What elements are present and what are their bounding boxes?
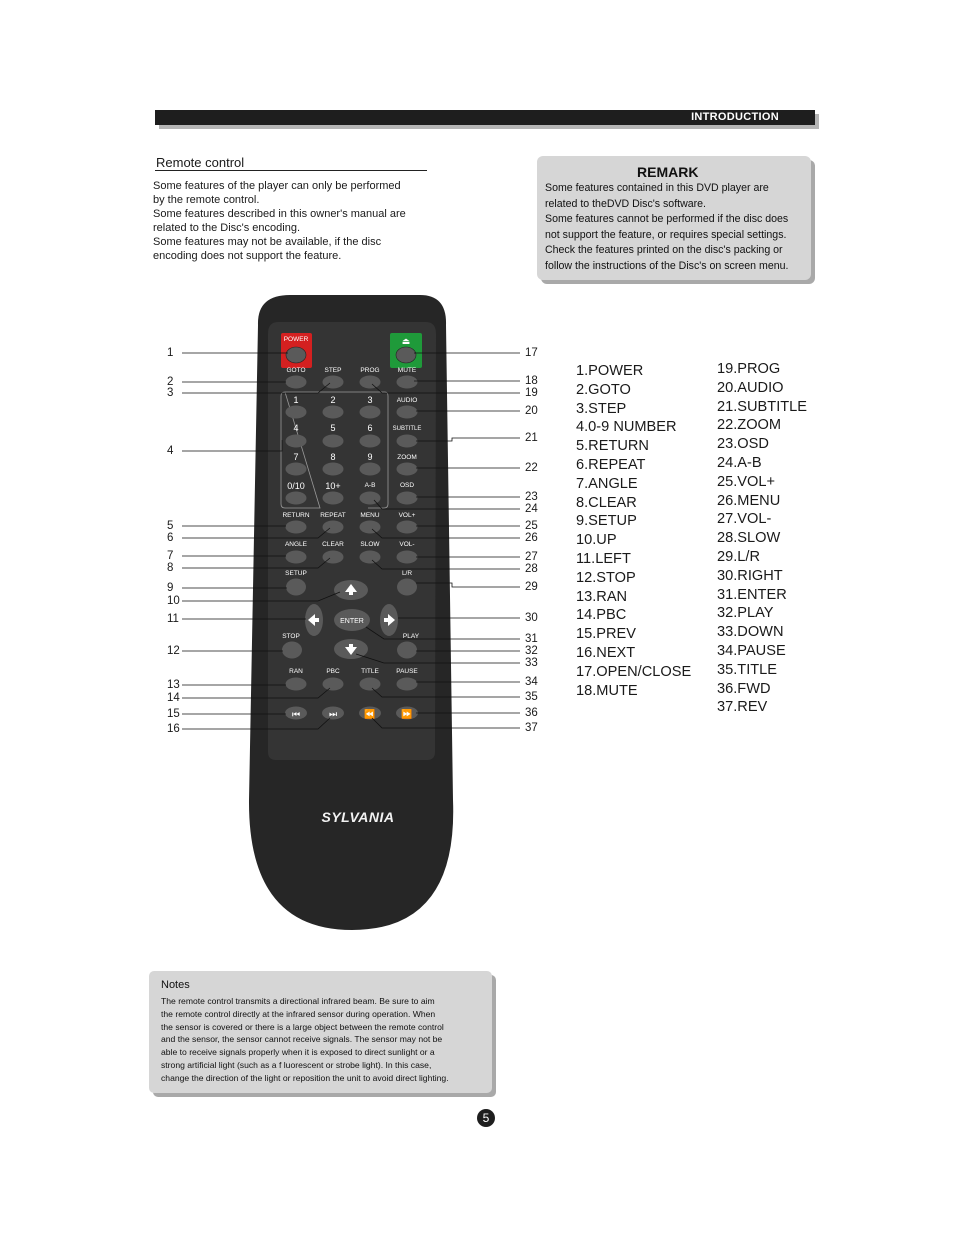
callout-number: 26 [525,532,538,544]
intro-line: Some features described in this owner's manual are [153,208,406,220]
pbc-button [323,678,344,691]
callout-number: 36 [525,707,538,719]
legend-item: 22.ZOOM [717,417,782,434]
rev-icon: ⏪ [364,709,376,719]
remark-line: not support the feature, or requires special settings. [545,228,787,241]
legend-item: 5.RETURN [576,438,649,455]
notes-box [149,971,492,1093]
remark-line: Some features cannot be performed if the disc does [545,213,789,225]
callout-number: 9 [167,582,174,594]
section-title: Remote control [156,155,245,170]
notes-line: change the direction of the light or reposition the unit to avoid direct lighting. [161,1072,449,1083]
return-label: RETURN [282,512,310,519]
notes-line: the sensor is covered or there is a large object between the remote control [161,1021,444,1032]
legend-left [576,362,691,700]
callout-number: 24 [525,503,538,515]
brand-logo: SYLVANIA [321,809,395,825]
num10plus-label: 10+ [325,481,341,491]
intro-line: related to the Disc's encoding. [153,222,301,234]
legend-item: 31.ENTER [717,586,787,603]
legend-item: 7.ANGLE [576,475,638,492]
angle-label: ANGLE [284,541,308,548]
legend-item: 2.GOTO [576,381,631,398]
callout-number: 29 [525,581,538,593]
slow-label: SLOW [360,541,380,548]
lr-label: L/R [401,570,413,577]
lr-button [397,579,417,596]
callout-number: 5 [167,520,174,532]
stop-button [282,642,302,659]
legend-item: 24.A-B [717,454,762,471]
notes-title: Notes [161,979,190,991]
callout-number: 27 [525,551,538,563]
fwd-icon: ⏩ [401,709,413,719]
volup-label: VOL+ [398,512,416,519]
num7-button [286,463,307,476]
legend-item: 20.AUDIO [717,379,784,396]
num7-label: 7 [293,452,299,462]
legend-item: 21.SUBTITLE [717,398,808,415]
callout-number: 10 [167,595,180,607]
legend-item: 13.RAN [576,588,628,605]
callout-number: 32 [525,645,538,657]
menu-label: MENU [360,512,380,519]
slow-button [360,551,381,564]
volup-button [397,521,418,534]
callout-number: 35 [525,691,538,703]
num4-label: 4 [293,423,299,433]
callout-number: 19 [525,387,538,399]
prog-button [360,376,381,389]
num4-button [286,435,307,448]
remark-line: Check the features printed on the disc's packing or [545,244,783,256]
next-icon: ⏭ [328,709,338,719]
num3-button [360,406,381,419]
legend-item: 23.OSD [717,436,769,453]
callout-number: 7 [167,550,174,562]
setup-button [286,579,306,596]
angle-button [286,551,307,564]
legend-item: 1.POWER [576,363,644,379]
callout-number: 3 [167,387,174,399]
callout-number: 16 [167,723,180,735]
setup-label: SETUP [285,570,307,577]
callout-number: 17 [525,347,538,359]
prev-icon: ⏮ [291,709,301,719]
ran-button [286,678,307,691]
zoom-label: ZOOM [397,454,417,461]
step-label: STEP [324,367,342,374]
intro-line: Some features may not be available, if the disc [153,236,382,248]
num3-label: 3 [367,395,373,405]
legend-item: 28.SLOW [717,530,781,547]
goto-label: GOTO [286,367,306,374]
num010-button [286,492,307,505]
legend-item: 32.PLAY [717,605,774,622]
callout-number: 33 [525,657,538,669]
mute-label: MUTE [397,367,417,374]
intro-line: Some features of the player can only be performed [153,180,401,192]
callout-number: 21 [525,432,538,444]
callout-number: 25 [525,520,538,532]
legend-item: 6.REPEAT [576,456,646,473]
remark-line: follow the instructions of the Disc's on screen menu. [545,259,789,272]
audio-button [397,406,418,419]
callout-number: 12 [167,645,180,657]
legend-item: 12.STOP [576,569,636,586]
num8-button [323,463,344,476]
legend-item: 16.NEXT [576,644,636,661]
legend-item: 15.PREV [576,626,637,643]
notes-line: The remote control transmits a directional infrared beam. Be sure to aim [161,996,435,1006]
legend-item: 14.PBC [576,607,627,624]
subtitle-button [397,435,418,448]
title-button [360,678,381,691]
callout-number: 18 [525,375,538,387]
callout-number: 4 [167,445,174,457]
eject-icon: ⏏ [401,336,411,346]
pause-label: PAUSE [396,668,418,675]
num8-label: 8 [330,452,336,462]
intro-line: encoding does not support the feature. [153,250,342,262]
callout-number: 23 [525,491,538,503]
num6-button [360,435,381,448]
page-number: 5 [477,1109,495,1127]
legend-item: 34.PAUSE [717,642,786,659]
zoom-button [397,463,418,476]
power-button [286,347,306,363]
legend-item: 35.TITLE [717,661,778,678]
legend-item: 3.STEP [576,400,627,417]
num9-label: 9 [367,452,373,462]
stop-label: STOP [282,633,300,640]
notes-line: strong artificial light (such as a f luorescent or strobe light). In this case, [161,1059,432,1070]
callout-number: 14 [167,692,180,704]
callout-number: 37 [525,722,538,734]
callout-number: 34 [525,676,538,688]
intro-line: by the remote control. [153,194,260,206]
legend-item: 8.CLEAR [576,494,637,511]
legend-right [717,360,807,717]
callout-number: 15 [167,708,180,720]
legend-item: 11.LEFT [576,550,631,567]
title-label: TITLE [361,668,379,675]
notes-line: the remote control directly at the infrared sensor during operation. When [161,1008,436,1019]
clear-label: CLEAR [322,541,344,548]
legend-item: 4.0-9 NUMBER [576,419,677,436]
legend-item: 36.FWD [717,680,771,697]
voldown-button [397,551,418,564]
legend-item: 26.MENU [717,492,781,509]
power-label: POWER [283,336,309,343]
callout-number: 1 [167,347,174,359]
callout-number: 20 [525,405,538,417]
legend-item: 27.VOL- [717,511,772,528]
remark-line: related to theDVD Disc's software. [545,197,706,210]
callout-number: 2 [167,376,174,388]
osd-label: OSD [399,482,415,489]
enter-label: ENTER [340,618,364,625]
goto-button [286,376,307,389]
prog-label: PROG [360,367,380,374]
num10plus-button [323,492,344,505]
notes-line: able to receive signals properly when it is exposed to direct sunlight or a [161,1047,435,1058]
return-button [286,521,307,534]
callout-number: 11 [167,613,179,625]
legend-item: 30.RIGHT [717,567,783,584]
num5-button [323,435,344,448]
pause-button [397,678,418,691]
num6-label: 6 [367,423,373,433]
callout-number: 31 [525,633,538,645]
num010-label: 0/10 [287,481,305,491]
num1-button [286,406,307,419]
audio-label: AUDIO [396,397,418,404]
remark-line: Some features contained in this DVD player are [545,182,769,194]
num5-label: 5 [330,423,336,433]
legend-item: 19.PROG [717,361,781,377]
mute-button [397,376,418,389]
legend-item: 17.OPEN/CLOSE [576,663,692,680]
num2-button [323,406,344,419]
play-button [397,642,417,659]
callout-number: 22 [525,462,538,474]
ab-button [360,492,381,505]
eject-button [396,347,416,363]
callout-number: 6 [167,532,174,544]
notes-body [161,995,449,1085]
pbc-label: PBC [326,668,340,675]
legend-item: 25.VOL+ [717,473,776,490]
legend-item: 9.SETUP [576,513,637,530]
play-label: PLAY [402,633,420,640]
legend-item: 29.L/R [717,548,760,565]
menu-button [360,521,381,534]
num9-button [360,463,381,476]
osd-button [397,492,418,505]
callout-number: 28 [525,563,538,575]
legend-item: 10.UP [576,532,617,549]
subtitle-label: SUBTITLE [392,426,422,432]
ab-label: A-B [364,482,376,489]
legend-item: 37.REV [717,699,768,716]
ran-label: RAN [289,668,303,675]
header-title: INTRODUCTION [691,111,779,123]
num2-label: 2 [330,395,336,405]
voldown-label: VOL- [399,541,415,548]
repeat-label: REPEAT [320,512,346,519]
callout-number: 30 [525,612,538,624]
callout-number: 13 [167,679,180,691]
callout-number: 8 [167,562,174,574]
legend-item: 18.MUTE [576,682,638,699]
notes-line: and the sensor, the sensor cannot receive signals. The sensor may not be [161,1034,443,1045]
legend-item: 33.DOWN [717,624,784,641]
num1-label: 1 [293,395,299,405]
remark-title: REMARK [637,164,699,180]
